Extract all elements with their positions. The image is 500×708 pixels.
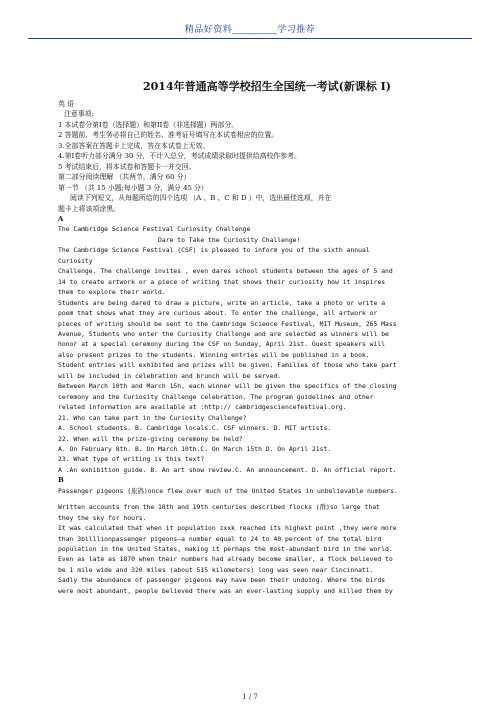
part-heading: 第二部分阅读理解 （共两节，满分 60 分） [58, 173, 191, 182]
instruction-line: 题卡上将该项涂黑。 [58, 204, 121, 213]
page-header: 精品好资料_________学习推荐 [184, 25, 316, 35]
text-line: pieces of writing should be sent to the Cambridge Science Festival, MIT Museum, 265 Mass [58, 319, 397, 328]
text-line: Even as late as 1870 when their numbers had already become smaller, a flock believed to [58, 555, 393, 564]
text-line: Between March 10th and March 15h, each winner will be given the specifics of the closing [58, 382, 397, 391]
text-line: Avenue, Students who enter the Curiosity Challenge and are selected as winners will be [58, 329, 389, 338]
section-heading: 第一节 （共 15 小题;每小题 3 分，满分 45 分） [58, 183, 208, 192]
text-line: related information are available at :http:// cambridgesciencefestival.org. [58, 403, 347, 412]
document-body [58, 78, 476, 596]
text-line: Written accounts from the 18th and 19th centuries described flocks (群)so large that [58, 503, 380, 512]
passage-label-b: B [58, 476, 64, 485]
text-line: 14 to create artwork or a piece of writing that shows their curiosity how it inspires [58, 277, 386, 286]
notice-title: 注意事项: [64, 110, 94, 119]
subject-label: 英 语 [58, 100, 74, 108]
passage-a-questions [58, 413, 476, 476]
text-line: be 1 mile wide and 320 miles (about 515 kilometers) long was seen near Cincinnati. [58, 565, 374, 574]
text-line: will be included in celebration and brunch will be served. [58, 371, 282, 380]
exam-title: 2014年普通高等学校招生全国统一考试(新课标 I) [143, 80, 391, 93]
text-line: population in the United States, making it perhaps the most-abundant bird in the world. [58, 545, 393, 554]
question: 22. When will the prize-giving ceremony be held? [58, 434, 243, 443]
text-line: they the sky for hours. [58, 513, 147, 522]
text-line: Curiosity [58, 256, 93, 265]
text-line: The Cambridge Science Festival (CSF) is pleased to inform you of the sixth annual [58, 246, 370, 255]
text-line: Sadly the abundance of passenger pigeons may have been their undoing. Where the birds [58, 576, 386, 585]
passage-a-subtitle: Dare to Take the Curiosity Challenge! [158, 235, 301, 244]
notice-item: 2 答题前，考生务必将自己的姓名、准考证号填写在本试卷相应的位置。 [58, 131, 279, 140]
passage-b-text [58, 486, 476, 597]
passage-a-title: The Cambridge Science Festival Curiosity Challenge [58, 225, 251, 234]
text-line: were most abundant, people believed there was an ever-lasting supply and killed them by [58, 586, 393, 595]
notice-item: 3.全部答案在答题卡上完成，答在本试卷上无效。 [58, 141, 210, 150]
text-line: Challenge. The challenge invites , even dares school students between the ages of 5 and [58, 267, 393, 276]
page-number: 1 / 7 [242, 693, 258, 701]
text-line: honor at a special ceremony during the CSF on Sunday, April 21st. Guest speakers will [58, 340, 386, 349]
text-line: also present prizes to the students. Winning entries will be published in a book. [58, 350, 370, 359]
text-line: Passenger pigeons (旅鸽)once flew over much of the United States in unbelievable numbers. [58, 486, 398, 495]
question: 23. What type of writing is this text? [58, 455, 205, 464]
notice-list [58, 120, 476, 172]
notice-item: 1 本试卷分第Ⅰ卷（选择题）和第II卷（非选择题）两部分。 [58, 120, 239, 129]
text-line: poem that shows what they are curious about. To enter the challenge, all artwork or [58, 309, 378, 318]
text-line: Students are being dared to draw a picture, write an article, take a photo or write a [58, 298, 386, 307]
notice-item: 4.第Ⅰ卷听力部分满分 30 分，不计入总分，考试成绩录取时提供给高校作参考。 [58, 152, 301, 161]
passage-label-a: A [58, 214, 64, 223]
passage-a-text [58, 245, 476, 412]
answer-options: A. On February 8th. B. On March 10th.C. On March 15th D. On April 21st. [58, 444, 332, 453]
answer-options: A. School students. B. Cambridge locals.C. CSF winners. D. MIT artists. [58, 424, 332, 433]
answer-options: A .An exhibition guide. B. An art show review.C. An announcement. D. An official report. [58, 465, 397, 474]
text-line: than 3billlionpassenger pigeons—a number equal to 24 to 40 percent of the total bird [58, 534, 382, 543]
text-line: ceremony and the Curiosity Challenge celebration. The program guidelines and other [58, 392, 374, 401]
header-divider [28, 38, 472, 39]
notice-item: 5 考试结束后，将本试卷和答题卡一并交回。 [58, 162, 196, 171]
text-line: them to explore their world. [58, 288, 166, 297]
text-line: It was calculated that when it population zxxk reached its highest point ,they were more [58, 524, 397, 533]
instruction-line: 阅读下列短文，从每题所给的四个选项 （A 、B 、C 和 D ）中，选出最佳选项，并在 [70, 194, 332, 203]
text-line: Student entries will exhibited and prizes will be given. Families of those who take part [58, 361, 397, 370]
question: 21. Who can take part in the Curiosity Challenge? [58, 413, 247, 422]
